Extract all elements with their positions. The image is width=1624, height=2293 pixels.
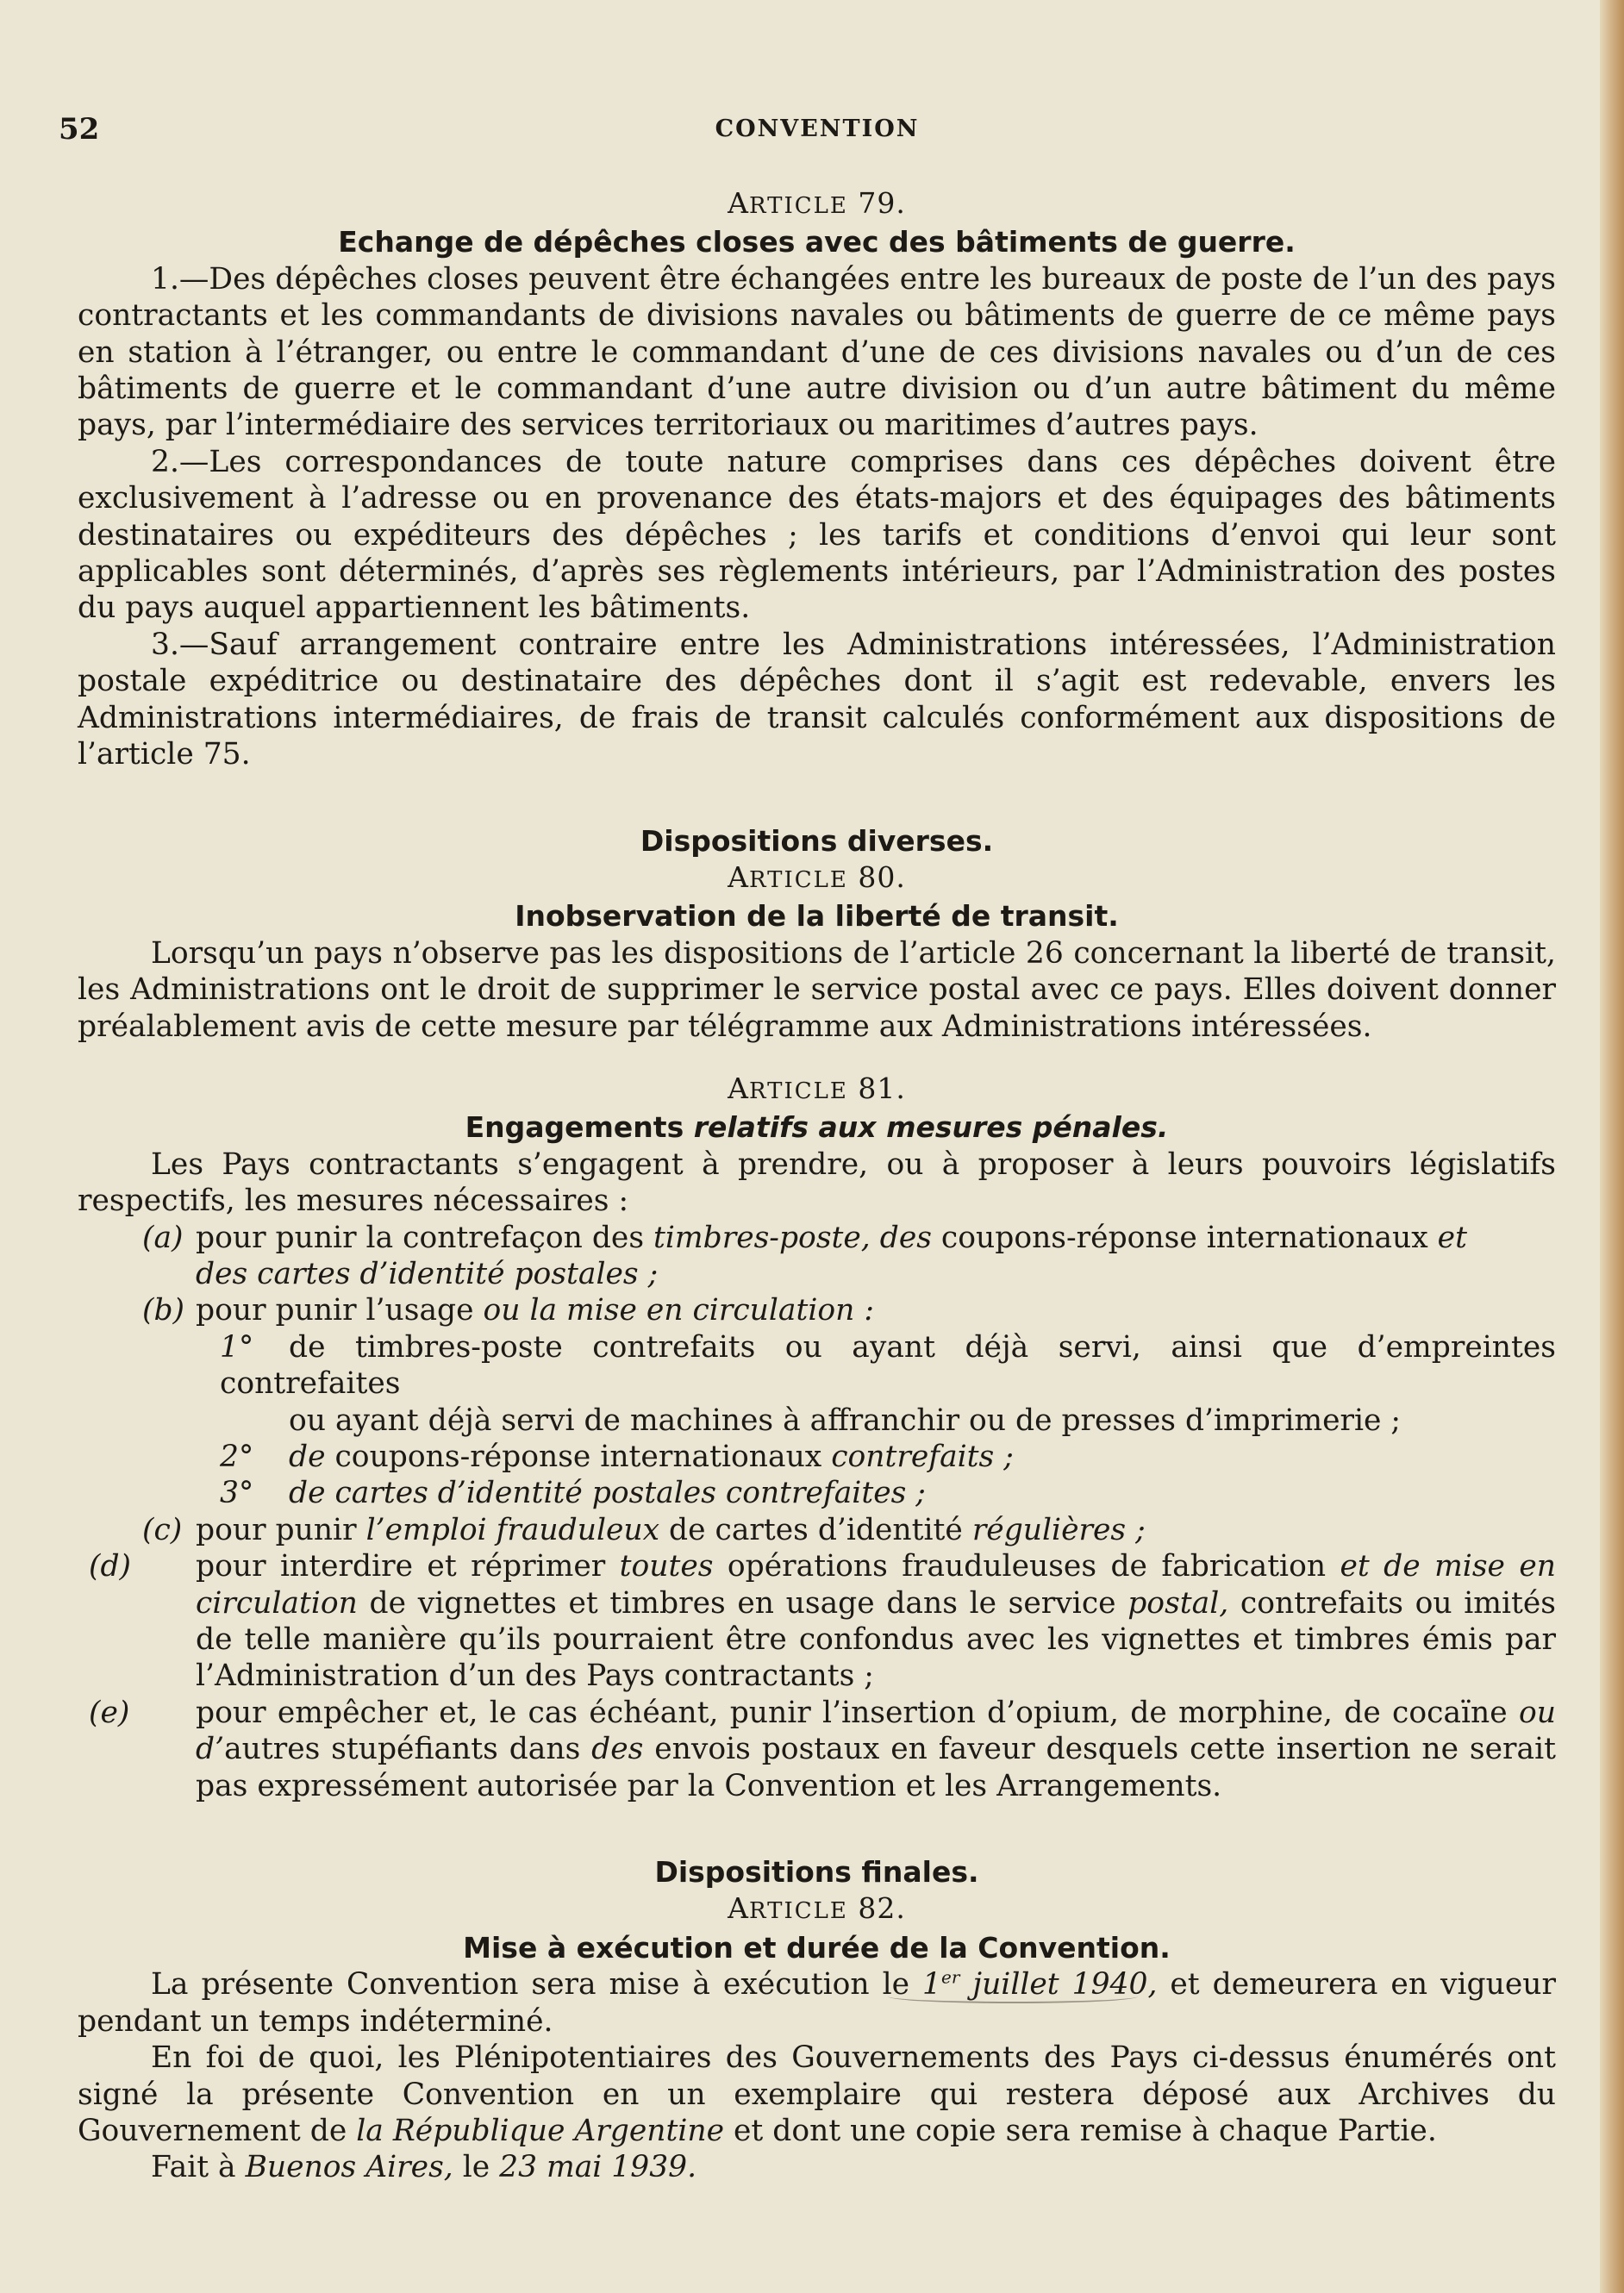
running-head: CONVENTION [715,116,920,142]
article-79-para-2: 2.—Les correspondances de toute nature comprises dans ces dépêches doivent être exclusivement à l’adresse ou en provenance des états-majors et des équipages des bâtiments destinataires ou expéditeurs des dépêches ; les tarifs et conditions d’envoi qui leur sont applicables sont déterminés, d’après ses règlements intérieurs, par l’Administration des postes du pays auquel appartiennent les bâtiments. [78,444,1556,626]
item-text: pour punir l’usage [196,1293,484,1328]
spacer [78,773,1556,823]
list-item-a-cont [196,1256,1556,1292]
section-heading-finales: Dispositions finales. [654,1855,979,1890]
item-label: (c) [142,1512,183,1547]
list-item-e [89,1695,1556,1804]
article-79-title: Echange de dépêches closes avec des bâtiments de guerre. [338,225,1296,259]
article-label-initial: A [728,186,749,220]
item-italic: régulières ; [971,1512,1146,1547]
para-text: En foi de quoi, les Plénipotentiaires des Gouvernements des Pays ci-dessus énumérés ont signé la présente Convention en un exemplaire qui restera déposé aux Archives du Gouvernement de [78,2040,1556,2148]
article-79-label [78,185,1556,224]
para-text: Fait à [151,2150,246,2185]
article-80-label [78,859,1556,898]
ordinal-superscript: er [941,1966,960,1988]
title-bold-part: Engagements [465,1110,684,1145]
sub-item-number: 2° [220,1440,254,1474]
sub-item-number: 1° [220,1329,254,1365]
sub-item-3 [220,1475,1556,1511]
item-italic: contrefaits ; [831,1440,1014,1474]
title-italic-part: relatifs aux mesures pénales. [693,1110,1169,1145]
article-81-label [78,1071,1556,1109]
spacer [78,1804,1556,1854]
para-italic: 1 [922,1967,941,2002]
item-text: de cartes d’identité [659,1512,972,1547]
article-number: 79. [858,186,906,220]
article-82-title: Mise à exécution et durée de la Convention. [463,1930,1171,1965]
sub-item-1-cont: ou ayant déjà servi de machines à affranchir ou de presses d’imprimerie ; [289,1403,1402,1438]
item-italic: postal, [1127,1585,1229,1621]
item-italic: l’emploi frauduleux [365,1512,660,1547]
article-82-para-1 [78,1966,1556,2040]
para-text: et demeurera en vigueur pendant un temps indéterminé. [78,1967,1556,2039]
item-text: coupons-réponse internationaux [325,1440,832,1474]
item-text: pour empêcher et, le cas échéant, punir l’insertion d’opium, de morphine, de cocaïne [196,1695,1508,1730]
item-text: coupons-réponse internationaux [931,1220,1438,1255]
article-82-label [78,1890,1556,1929]
item-italic: et de mise en [1340,1549,1556,1584]
article-label-smallcaps: RTICLE [748,866,848,893]
item-italic: et [1437,1220,1467,1255]
item-italic: ou la mise en circulation : [483,1293,874,1328]
item-text: contrefaits ou imités de telle manière qu’ils pourraient être confondus avec les vignettes et timbres émis par l’Administration d’un des Pays contractants ; [196,1585,1556,1694]
para-text: La présente Convention sera mise à exécution le [151,1967,923,2002]
item-italic: de cartes d’identité postales contrefaites ; [289,1476,926,1511]
para-text: et dont une copie sera remise à chaque Partie. [724,2113,1437,2148]
page-header [59,112,1576,155]
page-edge [1600,0,1624,2293]
article-label-smallcaps: RTICLE [748,193,848,219]
item-label: (d) [89,1549,132,1584]
item-label: (a) [142,1220,184,1255]
para-italic: 23 mai 1939. [499,2150,697,2185]
article-81-title [78,1109,1556,1146]
item-italic: des [591,1732,644,1767]
item-label: (b) [142,1293,185,1328]
item-italic: de [289,1440,326,1474]
list-item-d [89,1548,1556,1695]
article-label-smallcaps: RTICLE [748,1898,848,1925]
article-label-smallcaps: RTICLE [748,1078,848,1104]
handwritten-underline-mark [888,1990,1138,2003]
article-label-initial: A [728,1071,749,1105]
item-italic: timbres-poste, des [653,1220,932,1255]
item-text: pour punir la contrefaçon des [196,1220,653,1255]
sub-item-1 [220,1329,1556,1403]
para-italic: juillet 1940, [959,1967,1158,2002]
item-italic: circulation [196,1585,358,1621]
article-81-intro: Les Pays contractants s’engagent à prendre, ou à proposer à leurs pouvoirs législatifs respectifs, les mesures nécessaires : [78,1146,1556,1219]
item-text: autres stupéfiants dans [224,1732,592,1767]
article-79-para-1: 1.—Des dépêches closes peuvent être échangées entre les bureaux de poste de l’un des pays contractants et les commandants de divisions navales ou bâtiments de guerre de ce même pays en station à l’étranger, ou entre le commandant d’une de ces divisions navales ou d’un de ces bâtiments de guerre et le commandant d’une autre division ou d’un autre bâtiment du même pays, par l’intermédiaire des services territoriaux ou maritimes d’autres pays. [78,261,1556,443]
article-82-para-2 [78,2040,1556,2149]
item-text: de timbres-poste contrefaits ou ayant déjà servi, ainsi que d’empreintes contrefaites [220,1329,1556,1402]
item-text: pour interdire et réprimer [196,1549,620,1584]
page-number: 52 [59,112,100,147]
item-italic: des cartes d’identité postales ; [196,1256,659,1291]
article-label-initial: A [728,859,749,894]
para-italic: la République Argentine [356,2113,725,2148]
list-item-b [142,1292,1556,1328]
list-item-c [142,1512,1556,1548]
item-text: envois postaux en faveur desquels cette insertion ne serait pas expressément autorisée par la Convention et les Arrangements. [196,1732,1556,1803]
item-text: opérations frauduleuses de fabrication [713,1549,1340,1584]
item-label: (e) [89,1695,130,1730]
page-body [78,185,1556,2186]
list-item-a [142,1220,1556,1256]
item-text: pour punir [196,1512,366,1547]
spacer [78,1045,1556,1071]
article-82-para-3 [78,2149,1556,2185]
item-italic: ou d’ [196,1695,1556,1767]
article-number: 80. [858,859,906,894]
item-text: de vignettes et timbres en usage dans le service [357,1585,1128,1621]
item-italic: toutes [619,1549,714,1584]
article-number: 81. [858,1071,906,1105]
article-79-para-3: 3.—Sauf arrangement contraire entre les Administrations intéressées, l’Administration postale expéditrice ou destinataire des dépêches dont il s’agit est redevable, envers les Administrations intermédiaires, de frais de transit calculés conformément aux dispositions de l’article 75. [78,627,1556,772]
sub-item-number: 3° [220,1476,254,1511]
article-80-title: Inobservation de la liberté de transit. [515,899,1119,934]
sub-item-2 [220,1439,1556,1475]
section-heading-diverses: Dispositions diverses. [640,823,994,858]
para-italic: Buenos Aires, [245,2150,453,2185]
para-text: le [453,2150,500,2185]
article-80-para-1: Lorsqu’un pays n’observe pas les dispositions de l’article 26 concernant la liberté de transit, les Administrations ont le droit de supprimer le service postal avec ce pays. Elles doivent donner préalablement avis de cette mesure par télégramme aux Administrations intéressées. [78,935,1556,1044]
article-label-initial: A [728,1891,749,1926]
article-number: 82. [858,1891,906,1926]
